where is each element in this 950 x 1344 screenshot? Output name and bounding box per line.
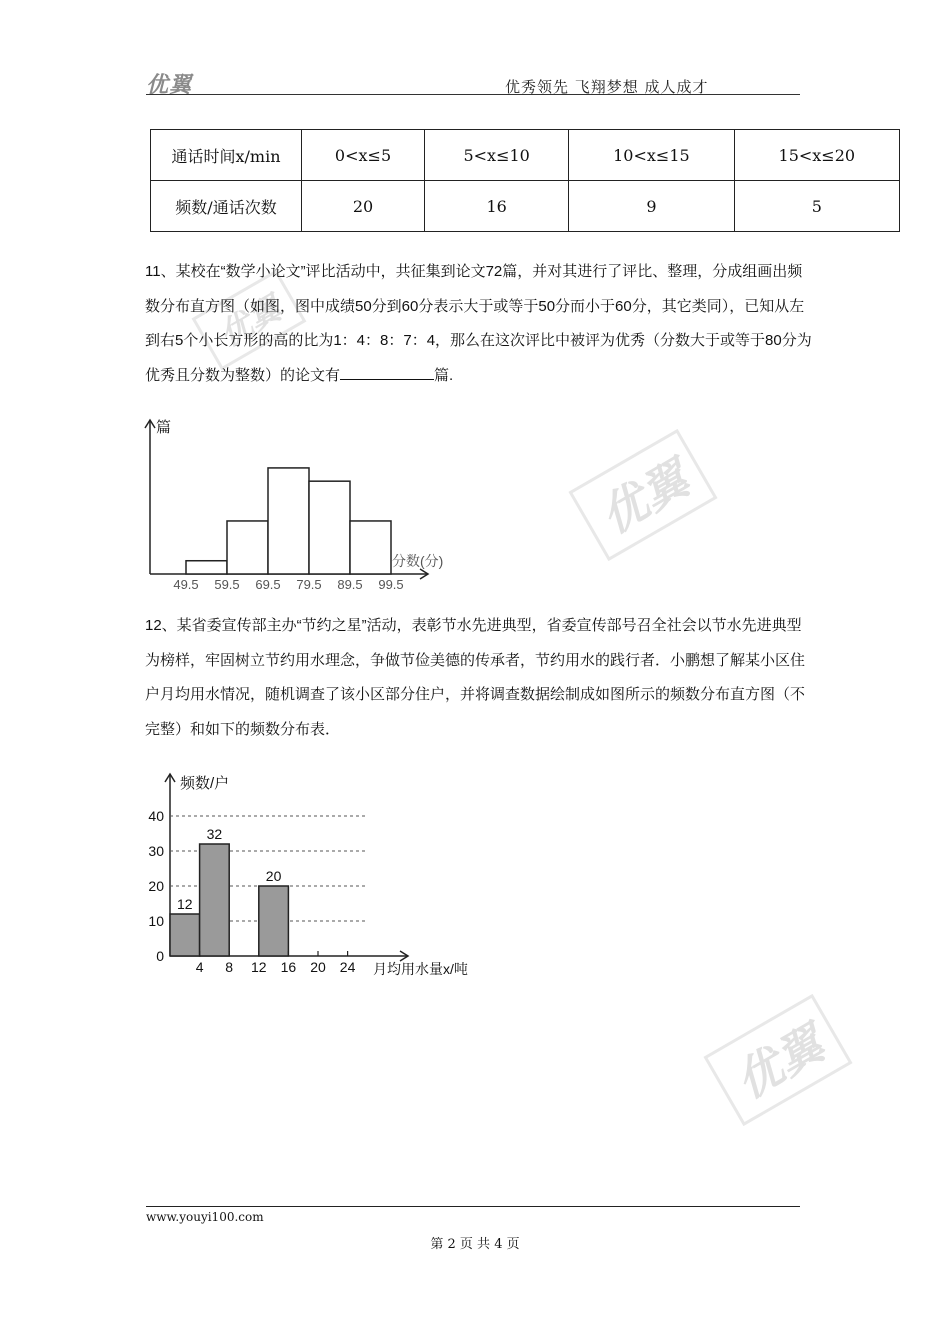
question-11-text: 11、某校在“数学小论文”评比活动中，共征集到论文72篇，并对其进行了评比、整理，分成组画出频数分布直方图（如图，图中成绩50分到60分表示大于或等于50分而小于60分，其它类同），已知从左到右5个小长方形的高的比为1：4：8：7：4，那么在这次评比中被评为优秀（分数大于或等于80分为优秀且分数为整数）的论文有: [145, 263, 812, 384]
x-tick-label: 16: [280, 959, 297, 975]
table-cell: 10<x≤15: [569, 130, 734, 181]
histogram-bar: [259, 886, 289, 956]
watermark-logo: 优翼: [568, 429, 717, 561]
table-cell: 9: [569, 181, 734, 232]
y-axis-label: 频数/户: [180, 775, 230, 792]
y-tick-label: 0: [156, 948, 164, 964]
histogram-bar: [227, 521, 268, 574]
table-cell: 5<x≤10: [425, 130, 569, 181]
table-cell: 15<x≤20: [734, 130, 899, 181]
histogram-essay-scores: [140, 412, 470, 597]
footer-url[interactable]: www.youyi100.com: [146, 1210, 264, 1224]
x-tick-label: 69.5: [255, 577, 281, 592]
x-tick-label: 79.5: [296, 577, 322, 592]
logo: 优翼: [146, 73, 193, 98]
histogram-bar: [309, 481, 350, 574]
answer-blank[interactable]: [340, 363, 434, 380]
table-row: [151, 181, 900, 232]
table-cell: 5: [734, 181, 899, 232]
x-tick-label: 99.5: [378, 577, 404, 592]
x-axis-label: 月均用水量x/吨: [373, 961, 468, 977]
table-row-header: 通话时间x/min: [151, 130, 302, 181]
table-cell: 20: [302, 181, 425, 232]
x-tick-label: 20: [310, 959, 326, 975]
y-axis-label: 篇: [156, 419, 172, 436]
table-cell: 16: [425, 181, 569, 232]
x-tick-label: 4: [195, 959, 204, 975]
header-motto: 优秀领先 飞翔梦想 成人成才: [505, 78, 709, 96]
x-tick-label: 24: [339, 959, 356, 975]
x-axis-label: 分数(分): [392, 553, 444, 569]
x-tick-label: 89.5: [337, 577, 363, 592]
header-divider: [146, 94, 800, 95]
table-row-header: 频数/通话次数: [151, 181, 302, 232]
y-tick-label: 20: [148, 878, 164, 894]
bar-value-label: 32: [206, 826, 223, 842]
watermark-logo: 优翼: [192, 270, 307, 371]
histogram-bar: [186, 561, 227, 574]
question-12: 12、某省委宣传部主办“节约之星”活动，表彰节水先进典型，省委宣传部号召全社会以节水先进典型为榜样，牢固树立节约用水理念，争做节俭美德的传承者，节约用水的践行者．小鹏想了解某小区住户月均用水情况，随机调查了该小区部分住户，并将调查数据绘制成如图所示的频数分布直方图（不完整）和如下的频数分布表．: [145, 617, 806, 738]
question-11-suffix: 篇.: [434, 366, 454, 384]
frequency-table: [150, 129, 900, 232]
x-tick-label: 49.5: [173, 577, 199, 592]
table-row: [151, 130, 900, 181]
x-tick-label: 59.5: [214, 577, 240, 592]
histogram-bar: [268, 468, 309, 574]
y-tick-label: 10: [148, 913, 164, 929]
histogram-bar: [350, 521, 391, 574]
histogram-water-usage: [140, 768, 500, 983]
bar-value-label: 12: [177, 896, 193, 912]
bar-value-label: 20: [265, 868, 282, 884]
footer-divider: [146, 1206, 800, 1207]
x-tick-label: 8: [225, 959, 234, 975]
histogram-bar: [200, 844, 230, 956]
x-tick-label: 12: [251, 959, 267, 975]
page-number: 第 2 页 共 4 页: [430, 1237, 520, 1252]
y-tick-label: 40: [148, 808, 164, 824]
histogram-bar: [170, 914, 200, 956]
question-11: [145, 255, 815, 393]
y-tick-label: 30: [148, 843, 164, 859]
watermark-logo: 优翼: [703, 994, 852, 1126]
table-cell: 0<x≤5: [302, 130, 425, 181]
